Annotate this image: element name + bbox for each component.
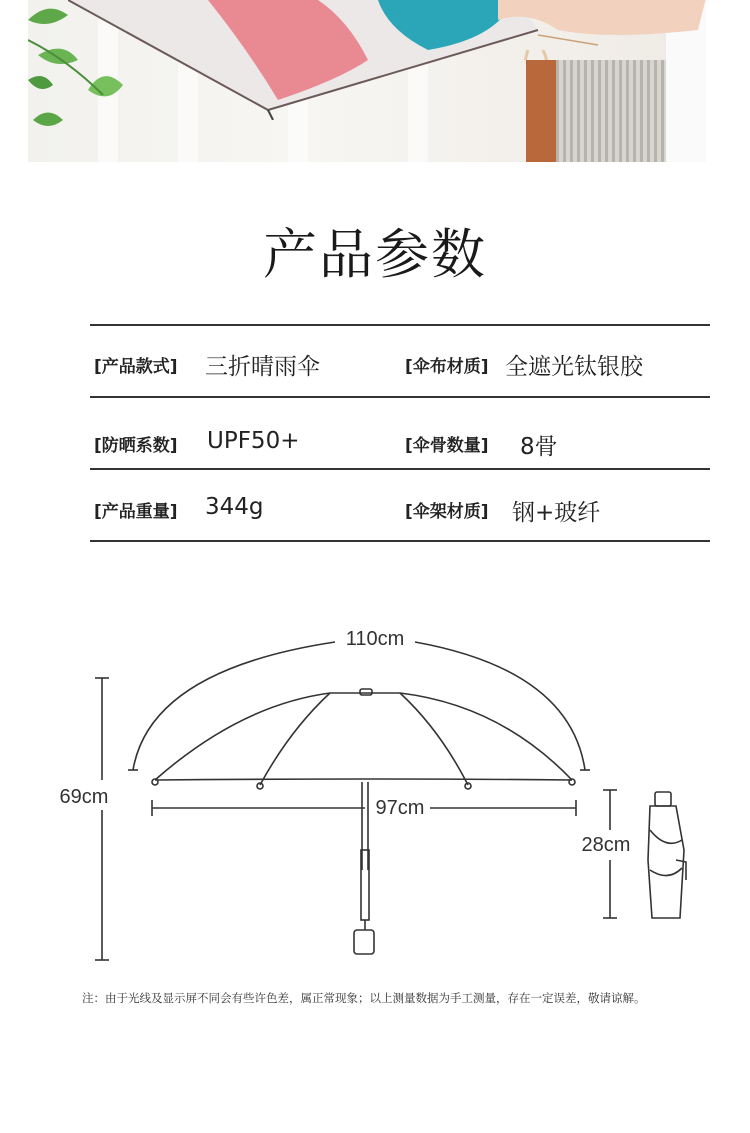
spec-value-ribs: 8骨 xyxy=(520,434,558,460)
folded-umbrella-cap xyxy=(655,792,671,806)
umbrella-rib xyxy=(260,693,330,785)
spec-label-fabric: [伞布材质] xyxy=(405,357,489,377)
table-divider xyxy=(90,540,710,542)
folded-length-label: 28cm xyxy=(581,834,631,856)
diameter-label: 97cm xyxy=(375,797,425,819)
umbrella-canopy-edge xyxy=(155,779,572,780)
spec-value-fabric: 全遮光钛银胶 xyxy=(505,354,643,380)
page-title: 产品参数 xyxy=(263,223,487,286)
spec-label-weight: [产品重量] xyxy=(94,502,178,522)
spec-label-upf: [防晒系数] xyxy=(94,436,178,456)
window-frame xyxy=(526,60,556,162)
window-blinds xyxy=(556,60,676,162)
arc-length-label: 110cm xyxy=(345,628,405,650)
umbrella-canopy-photo xyxy=(68,0,548,120)
umbrella-dimension-diagram xyxy=(0,600,750,970)
spec-label-frame: [伞架材质] xyxy=(405,502,489,522)
table-divider xyxy=(90,396,710,398)
table-divider xyxy=(90,468,710,470)
folded-umbrella-body xyxy=(648,806,684,918)
spec-label-style: [产品款式] xyxy=(94,357,178,377)
hand-holding-umbrella xyxy=(498,0,706,60)
spec-value-style: 三折晴雨伞 xyxy=(205,354,320,380)
spec-value-frame: 钢+玻纤 xyxy=(512,500,601,526)
height-label: 69cm xyxy=(59,786,109,808)
arc-dimension-line-left xyxy=(133,642,335,770)
spec-value-upf: UPF50+ xyxy=(207,428,300,454)
umbrella-canopy-outline xyxy=(155,693,572,780)
spec-label-ribs: [伞骨数量] xyxy=(405,436,489,456)
disclaimer-note: 注：由于光线及显示屏不同会有些许色差，属正常现象；以上测量数据为手工测量，存在一定误差，敬请谅解。 xyxy=(82,991,646,1005)
table-divider xyxy=(90,324,710,326)
arc-dimension-line-right xyxy=(415,642,585,770)
product-photo-banner xyxy=(28,0,706,162)
spec-value-weight: 344g xyxy=(205,494,264,520)
